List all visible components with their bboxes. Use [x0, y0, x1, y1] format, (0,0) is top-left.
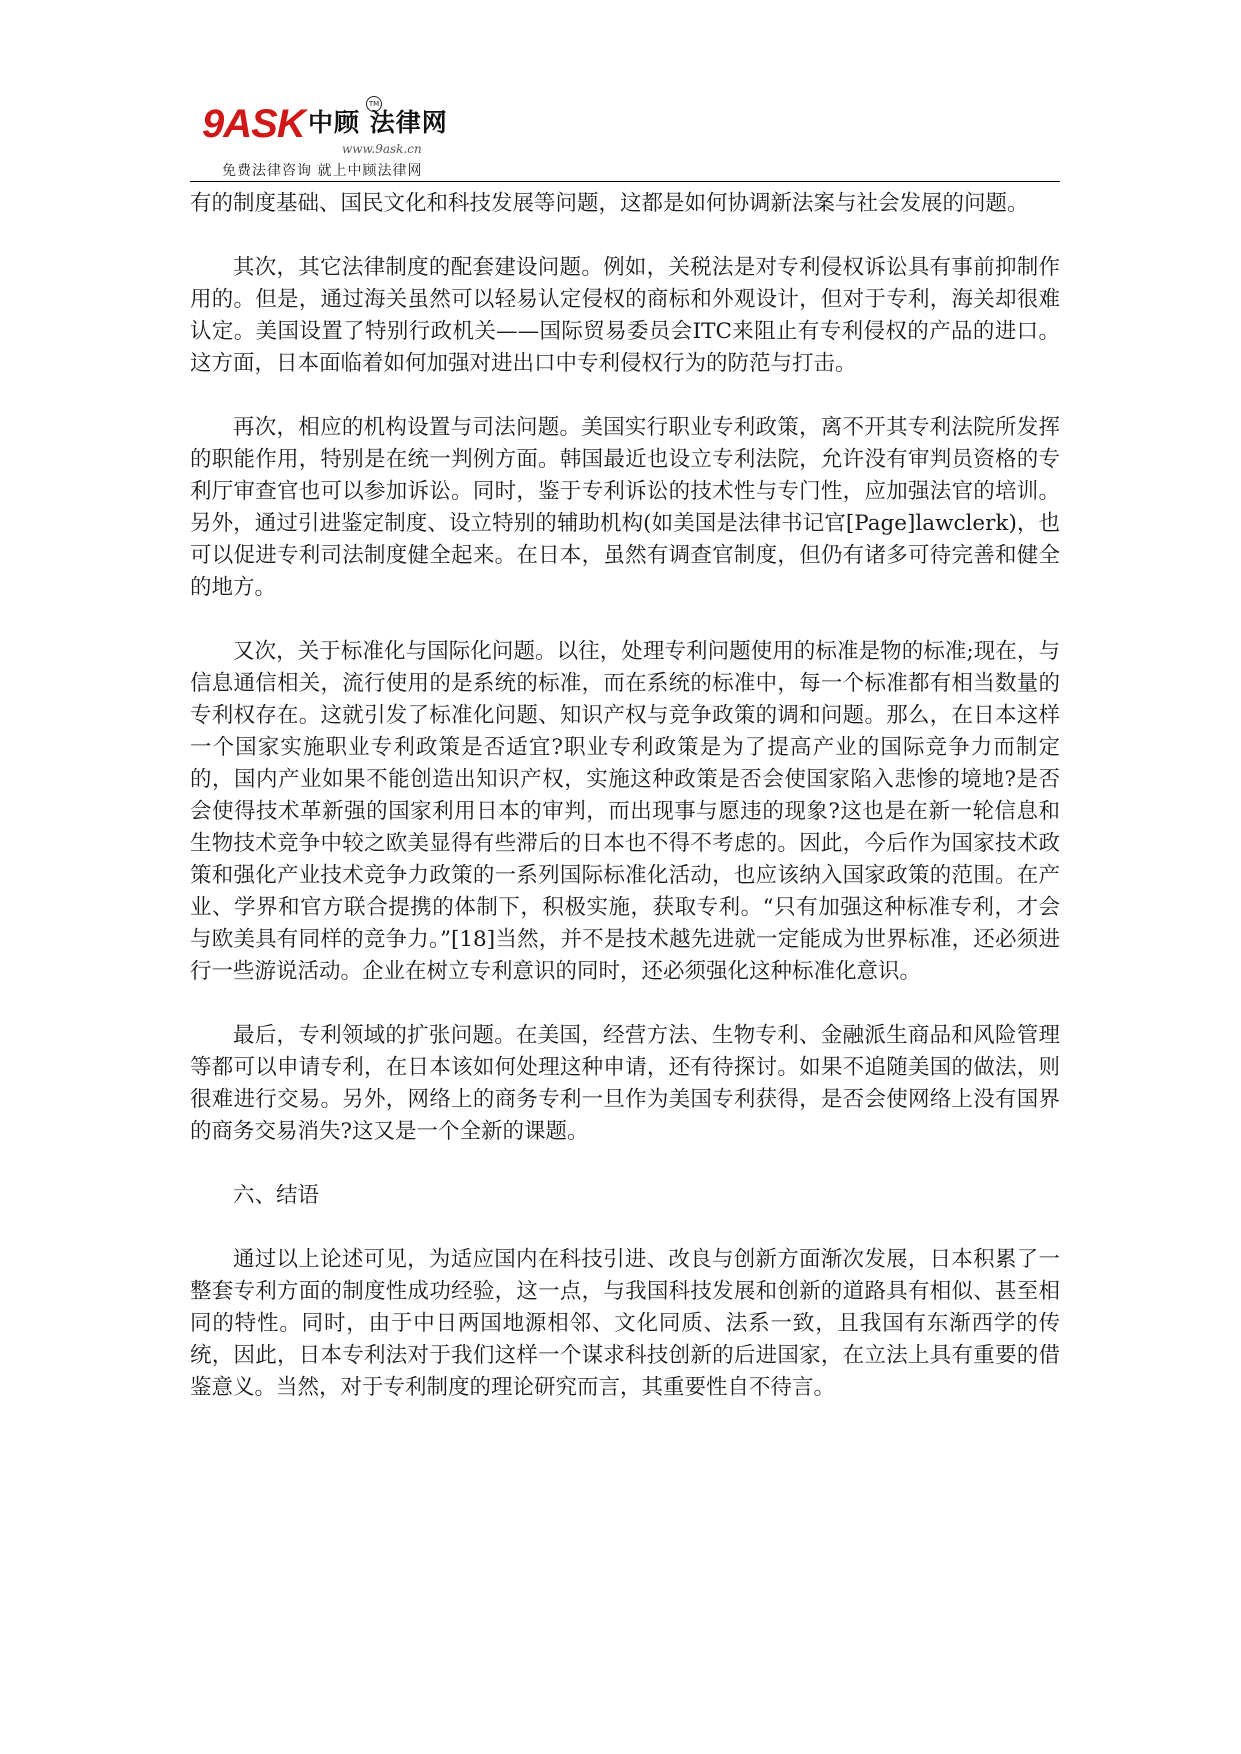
logo-slogan: 免费法律咨询 就上中顾法律网 [222, 163, 423, 179]
paragraph-conclusion: 通过以上论述可见，为适应国内在科技引进、改良与创新方面渐次发展，日本积累了一整套专利方面的制度性成功经验，这一点，与我国科技发展和创新的道路具有相似、甚至相同的特性。同时，由于中日两国地源相邻、文化同质、法系一致，且我国有东渐西学的传统，因此，日本专利法对于我们这样一个谋求科技创新的后进国家，在立法上具有重要的借鉴意义。当然，对于专利制度的理论研究而言，其重要性自不待言。 [190, 1247, 1060, 1400]
paragraph-standardization: 又次，关于标准化与国际化问题。以往，处理专利问题使用的标准是物的标准;现在，与信息通信相关，流行使用的是系统的标准，而在系统的标准中，每一个标准都有相当数量的专利权存在。这就引发了标准化问题、知识产权与竞争政策的调和问题。那么，在日本这样一个国家实施职业专利政策是否适宜?职业专利政策是为了提高产业的国际竞争力而制定的，国内产业如果不能创造出知识产权，实施这种政策是否会使国家陷入悲惨的境地?是否会使得技术革新强的国家利用日本的审判，而出现事与愿违的现象?这也是在新一轮信息和生物技术竞争中较之欧美显得有些滞后的日本也不得不考虑的。因此，今后作为国家技术政策和强化产业技术竞争力政策的一系列国际标准化活动，也应该纳入国家政策的范围。在产业、学界和官方联合提携的体制下，积极实施，获取专利。“只有加强这种标准专利，才会与欧美具有同样的竞争力。”[18]当然，并不是技术越先进就一定能成为世界标准，还必须进行一些游说活动。企业在树立专利意识的同时，还必须强化这种标准化意识。 [190, 639, 1060, 984]
paragraph-judicial-institutions: 再次，相应的机构设置与司法问题。美国实行职业专利政策，离不开其专利法院所发挥的职能作用，特别是在统一判例方面。韩国最近也设立专利法院，允许没有审判员资格的专利厅审查官也可以参加诉讼。同时，鉴于专利诉讼的技术性与专门性，应加强法官的培训。另外，通过引进鉴定制度、设立特别的辅助机构(如美国是法律书记官[Page]lawclerk)，也可以促进专利司法制度健全起来。在日本，虽然有调查官制度，但仍有诸多可待完善和健全的地方。 [190, 415, 1060, 600]
paragraph-patent-expansion: 最后，专利领域的扩张问题。在美国，经营方法、生物专利、金融派生商品和风险管理等都可以申请专利，在日本该如何处理这种申请，还有待探讨。如果不追随美国的做法，则很难进行交易。另外，网络上的商务专利一旦作为美国专利获得，是否会使网络上没有国界的商务交易消失?这又是一个全新的课题。 [190, 1023, 1060, 1144]
header-divider [190, 181, 1060, 182]
logo-brand-mark: 9ASK [202, 102, 305, 146]
logo-url: www.9ask.cn [342, 142, 422, 156]
paragraph-institutional-support: 其次，其它法律制度的配套建设问题。例如，关税法是对专利侵权诉讼具有事前抑制作用的。但是，通过海关虽然可以轻易认定侵权的商标和外观设计，但对于专利，海关却很难认定。美国设置了特别行政机关——国际贸易委员会ITC来阻止有专利侵权的产品的进口。这方面，日本面临着如何加强对进出口中专利侵权行为的防范与打击。 [190, 255, 1060, 376]
page-header [190, 92, 1060, 184]
trademark-icon: TM [366, 96, 382, 112]
site-logo[interactable] [202, 96, 462, 180]
paragraph-continued: 有的制度基础、国民文化和科技发展等问题，这都是如何协调新法案与社会发展的问题。 [190, 191, 1029, 216]
logo-site-name: 中顾 法律网 [308, 108, 448, 137]
document-body [190, 188, 1060, 1436]
section-heading-conclusion: 六、结语 [233, 1183, 320, 1208]
